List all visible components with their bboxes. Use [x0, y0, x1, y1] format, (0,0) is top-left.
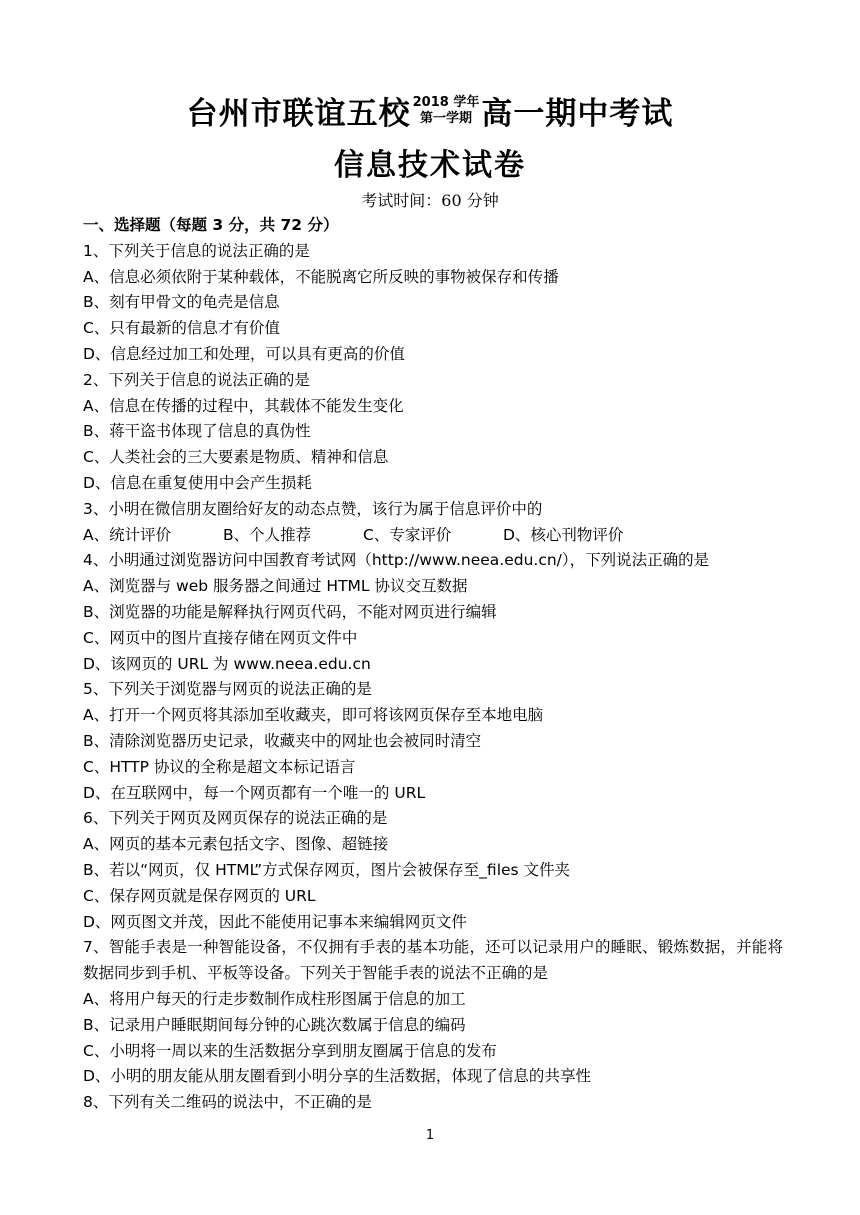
question-1-option-c: C、只有最新的信息才有价值 — [83, 319, 280, 338]
question-1-option-d: D、信息经过加工和处理，可以具有更高的价值 — [83, 344, 405, 363]
question-3-options — [83, 523, 783, 549]
title-year-semester — [413, 95, 480, 127]
question-3-option-b: B、个人推荐 — [223, 525, 312, 544]
question-7-option-a: A、将用户每天的行走步数制作成柱形图属于信息的加工 — [83, 989, 466, 1008]
question-7-option-d: D、小明的朋友能从朋友圈看到小明分享的生活数据，体现了信息的共享性 — [83, 1067, 591, 1086]
question-2-option-b: B、蒋干盗书体现了信息的真伪性 — [83, 422, 311, 441]
exam-subtitle: 信息技术试卷 — [334, 148, 526, 183]
question-5-option-b: B、清除浏览器历史记录，收藏夹中的网址也会被同时清空 — [83, 731, 482, 750]
question-5-stem: 5、下列关于浏览器与网页的说法正确的是 — [83, 680, 372, 699]
title-year: 2018 学年 — [412, 94, 480, 110]
question-7-option-b: B、记录用户睡眠期间每分钟的心跳次数属于信息的编码 — [83, 1015, 466, 1034]
question-3-option-d: D、核心刊物评价 — [503, 525, 624, 544]
question-3-option-a: A、统计评价 — [83, 525, 172, 544]
question-5-option-c: C、HTTP 协议的全称是超文本标记语言 — [83, 757, 356, 776]
question-2-option-d: D、信息在重复使用中会产生损耗 — [83, 473, 312, 492]
question-2-option-a: A、信息在传播的过程中，其载体不能发生变化 — [83, 396, 404, 415]
title-left: 台州市联谊五校 — [186, 96, 411, 132]
question-5-option-d: D、在互联网中，每一个网页都有一个唯一的 URL — [83, 783, 426, 802]
question-4-option-a: A、浏览器与 web 服务器之间通过 HTML 协议交互数据 — [83, 577, 468, 596]
question-2-stem: 2、下列关于信息的说法正确的是 — [83, 370, 310, 389]
question-5-option-a: A、打开一个网页将其添加至收藏夹，即可将该网页保存至本地电脑 — [83, 706, 544, 725]
question-8-stem: 8、下列有关二维码的说法中，不正确的是 — [83, 1093, 372, 1112]
question-3-stem: 3、小明在微信朋友圈给好友的动态点赞，该行为属于信息评价中的 — [83, 499, 543, 518]
section-title: 一、选择题（每题 3 分，共 72 分） — [83, 216, 339, 234]
question-6-option-c: C、保存网页就是保存网页的 URL — [83, 886, 316, 905]
question-4-option-b: B、浏览器的功能是解释执行网页代码，不能对网页进行编辑 — [83, 602, 497, 621]
title-semester: 第一学期 — [419, 110, 472, 126]
question-2-option-c: C、人类社会的三大要素是物质、精神和信息 — [83, 448, 389, 467]
question-4-option-d: D、该网页的 URL 为 www.neea.edu.cn — [83, 654, 371, 673]
question-6-option-a: A、网页的基本元素包括文字、图像、超链接 — [83, 835, 389, 854]
exam-time: 考试时间：60 分钟 — [361, 191, 499, 210]
question-7-stem: 7、智能手表是一种智能设备，不仅拥有手表的基本功能，还可以记录用户的睡眠、锻炼数据，并能将数据同步到手机、平板等设备。下列关于智能手表的说法不正确的是 — [83, 938, 783, 983]
question-4-stem: 4、小明通过浏览器访问中国教育考试网（http://www.neea.edu.cn/），下列说法正确的是 — [83, 551, 710, 570]
exam-title — [0, 88, 860, 133]
question-6-option-d: D、网页图文并茂，因此不能使用记事本来编辑网页文件 — [83, 912, 467, 931]
question-4-option-c: C、网页中的图片直接存储在网页文件中 — [83, 628, 358, 647]
question-1-option-b: B、刻有甲骨文的龟壳是信息 — [83, 293, 280, 312]
exam-content — [83, 213, 783, 1116]
question-1-stem: 1、下列关于信息的说法正确的是 — [83, 241, 310, 260]
question-3-option-c: C、专家评价 — [363, 525, 452, 544]
question-6-stem: 6、下列关于网页及网页保存的说法正确的是 — [83, 809, 388, 828]
title-right: 高一期中考试 — [481, 96, 674, 132]
question-1-option-a: A、信息必须依附于某种载体，不能脱离它所反映的事物被保存和传播 — [83, 267, 559, 286]
page-number: 1 — [425, 1128, 435, 1143]
question-6-option-b: B、若以“网页，仅 HTML”方式保存网页，图片会被保存至_files 文件夹 — [83, 860, 571, 879]
question-7-option-c: C、小明将一周以来的生活数据分享到朋友圈属于信息的发布 — [83, 1041, 497, 1060]
